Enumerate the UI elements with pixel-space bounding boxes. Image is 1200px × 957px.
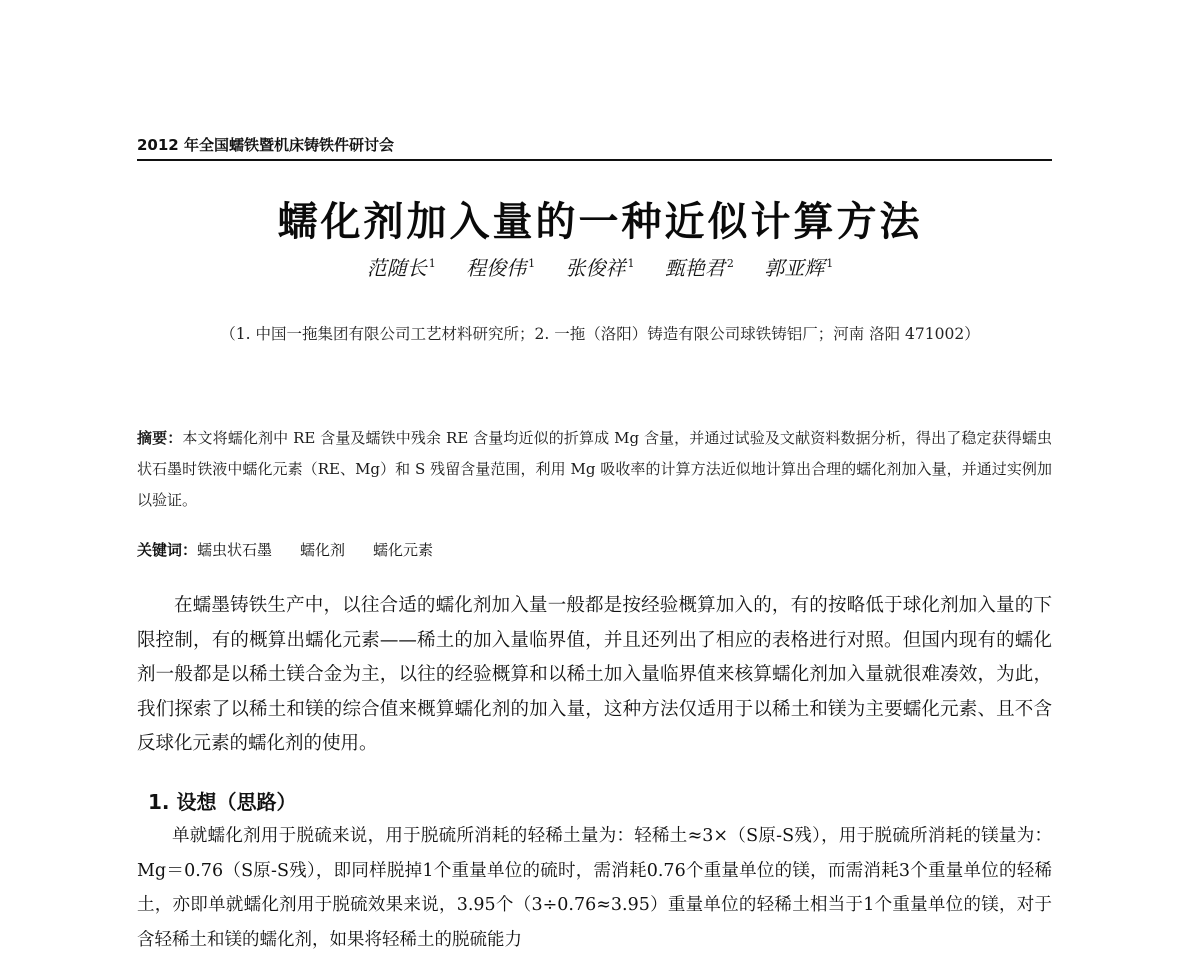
header-rule: [137, 159, 1052, 161]
section-heading: 1. 设想（思路）: [148, 790, 297, 814]
abstract-label: 摘要：: [137, 429, 183, 447]
author: 郭亚辉 $^1$: [764, 256, 834, 280]
author: 范随长 $^1$: [366, 256, 436, 280]
abstract-text: 本文将蠕化剂中 RE 含量及蠕铁中残余 RE 含量均近似的折算成 Mg 含量，并通过试验及文献资料数据分析，得出了稳定获得蠕虫状石墨时铁液中蠕化元素（RE、Mg）和 S 残留含量范围，利用 Mg 吸收率的计算方法近似地计算出合理的蠕化剂加入量，并通过实例加以验证。: [137, 429, 1052, 509]
author-list: [0, 252, 1200, 281]
keyword: 蠕化元素: [373, 541, 434, 559]
author: 甄艳君 $^2$: [664, 256, 734, 280]
intro-paragraph: 在蠕墨铸铁生产中，以往合适的蠕化剂加入量一般都是按经验概算加入的，有的按略低于球化剂加入量的下限控制，有的概算出蠕化元素——稀土的加入量临界值，并且还列出了相应的表格进行对照。但国内现有的蠕化剂一般都是以稀土镁合金为主，以往的经验概算和以稀土加入量临界值来核算蠕化剂加入量就很难凑效，为此，我们探索了以稀土和镁的综合值来概算蠕化剂的加入量，这种方法仅适用于以稀土和镁为主要蠕化元素、且不含反球化元素的蠕化剂的使用。: [137, 595, 1052, 754]
affiliation: （1. 中国一拖集团有限公司工艺材料研究所；2. 一拖（洛阳）铸造有限公司球铁铸铝厂；河南 洛阳 471002）: [220, 325, 980, 343]
keywords-label: 关键词：: [137, 541, 198, 559]
abstract: [137, 423, 1052, 516]
keyword: 蠕虫状石墨: [197, 541, 273, 559]
keywords: [137, 539, 461, 560]
conference-header: 2012 年全国蠕铁暨机床铸铁件研讨会: [137, 136, 394, 154]
paper-title: 蠕化剂加入量的一种近似计算方法: [277, 199, 923, 245]
author: 程俊伟 $^1$: [466, 256, 536, 280]
section-paragraph: 单就蠕化剂用于脱硫来说，用于脱硫所消耗的轻稀土量为：轻稀土≈3×（S原-S残），用于脱硫所消耗的镁量为：Mg＝0.76（S原-S残），即同样脱掉1个重量单位的硫时，需消耗0.76个重量单位的镁，而需消耗3个重量单位的轻稀土，亦即单就蠕化剂用于脱硫效果来说，3.95个（3÷0.76≈3.95）重量单位的轻稀土相当于1个重量单位的镁，对于含轻稀土和镁的蠕化剂，如果将轻稀土的脱硫能力: [137, 826, 1052, 950]
author: 张俊祥 $^1$: [565, 256, 635, 280]
keyword: 蠕化剂: [300, 541, 346, 559]
